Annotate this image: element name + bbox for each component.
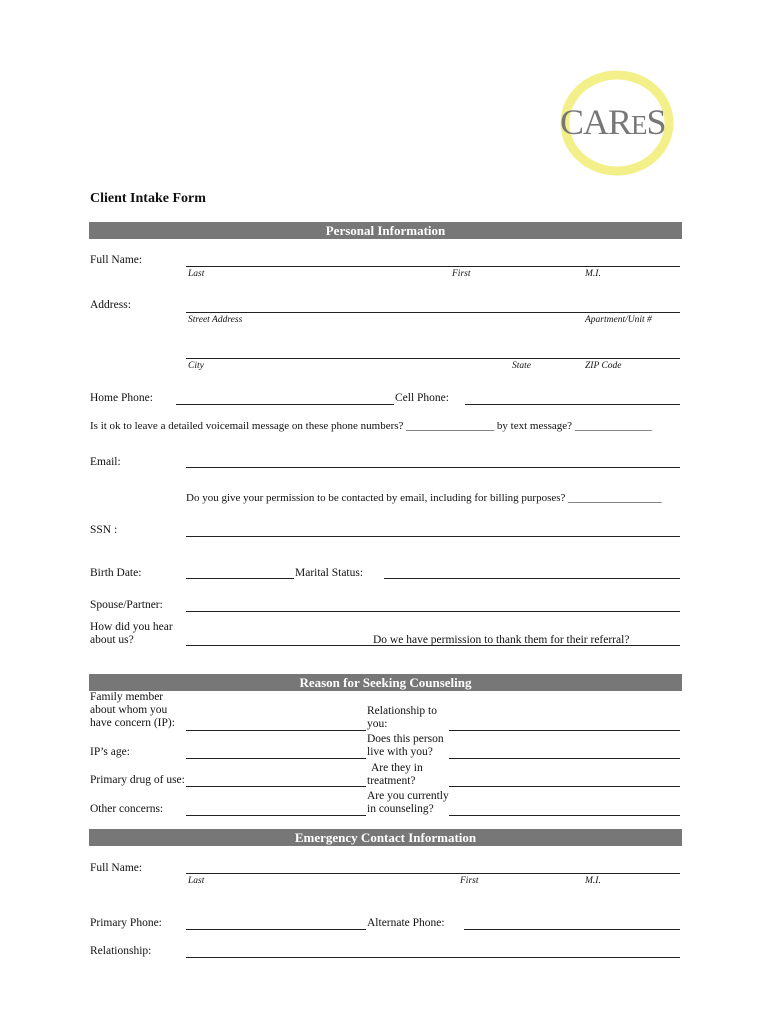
marital-status-label: Marital Status: xyxy=(295,567,364,579)
how-heard-label-2: about us? xyxy=(90,634,134,646)
zip-caption: ZIP Code xyxy=(585,361,622,371)
emergency-mi-caption: M.I. xyxy=(585,876,601,886)
ssn-field[interactable] xyxy=(186,536,680,537)
street-address-field[interactable] xyxy=(186,312,680,313)
marital-status-field[interactable] xyxy=(384,578,680,579)
counseling-field[interactable] xyxy=(449,815,680,816)
city-caption: City xyxy=(188,361,204,371)
thank-referral-question: Do we have permission to thank them for their referral? xyxy=(373,634,630,646)
other-concerns-field[interactable] xyxy=(186,815,366,816)
lives-with-field[interactable] xyxy=(449,758,680,759)
primary-phone-field[interactable] xyxy=(186,929,366,930)
form-title: Client Intake Form xyxy=(90,191,206,206)
email-permission-question: Do you give your permission to be contacted by email, including for billing purposes? _________________ xyxy=(186,492,662,504)
relationship-label-1: Relationship to xyxy=(367,705,437,717)
primary-phone-label: Primary Phone: xyxy=(90,917,162,929)
counseling-label-1: Are you currently xyxy=(367,790,449,802)
ip-age-field[interactable] xyxy=(186,758,366,759)
treatment-field[interactable] xyxy=(449,786,680,787)
cell-phone-field[interactable] xyxy=(465,404,680,405)
state-caption: State xyxy=(512,361,531,371)
apt-caption: Apartment/Unit # xyxy=(585,315,652,325)
birth-date-field[interactable] xyxy=(186,578,294,579)
lives-with-label-2: live with you? xyxy=(367,746,433,758)
lives-with-label-1: Does this person xyxy=(367,733,444,745)
first-caption: First xyxy=(452,269,471,279)
ssn-label: SSN : xyxy=(90,524,118,536)
email-field[interactable] xyxy=(186,467,680,468)
mi-caption: M.I. xyxy=(585,269,601,279)
emergency-full-name-label: Full Name: xyxy=(90,862,143,874)
email-label: Email: xyxy=(90,456,121,468)
cell-phone-label: Cell Phone: xyxy=(395,392,449,404)
voicemail-question: Is it ok to leave a detailed voicemail message on these phone numbers? ________________ by text message? ______________ xyxy=(90,420,652,432)
alternate-phone-label: Alternate Phone: xyxy=(367,917,445,929)
family-member-label-3: have concern (IP): xyxy=(90,717,175,729)
other-concerns-label: Other concerns: xyxy=(90,803,164,815)
how-heard-label-1: How did you hear xyxy=(90,621,173,633)
section-header-emergency: Emergency Contact Information xyxy=(89,829,682,846)
family-member-label-2: about whom you xyxy=(90,704,168,716)
city-state-zip-field[interactable] xyxy=(186,358,680,359)
primary-drug-label: Primary drug of use: xyxy=(90,774,185,786)
section-header-reason: Reason for Seeking Counseling xyxy=(89,674,682,691)
street-caption: Street Address xyxy=(188,315,243,325)
emergency-relationship-label: Relationship: xyxy=(90,945,152,957)
relationship-field[interactable] xyxy=(449,730,680,731)
counseling-label-2: in counseling? xyxy=(367,803,434,815)
emergency-first-caption: First xyxy=(460,876,479,886)
last-caption: Last xyxy=(188,269,205,279)
home-phone-label: Home Phone: xyxy=(90,392,153,404)
treatment-label-1: Are they in xyxy=(371,762,423,774)
emergency-full-name-field[interactable] xyxy=(186,873,680,874)
emergency-last-caption: Last xyxy=(188,876,205,886)
full-name-label: Full Name: xyxy=(90,254,143,266)
relationship-label-2: you: xyxy=(367,718,388,730)
family-member-field[interactable] xyxy=(186,730,366,731)
home-phone-field[interactable] xyxy=(176,404,394,405)
spouse-field[interactable] xyxy=(186,611,680,612)
primary-drug-field[interactable] xyxy=(186,786,366,787)
section-header-personal: Personal Information xyxy=(89,222,682,239)
emergency-relationship-field[interactable] xyxy=(186,957,680,958)
alternate-phone-field[interactable] xyxy=(464,929,680,930)
spouse-label: Spouse/Partner: xyxy=(90,599,163,611)
birth-date-label: Birth Date: xyxy=(90,567,142,579)
cares-logo: CARES xyxy=(560,102,666,142)
address-label: Address: xyxy=(90,299,131,311)
treatment-label-2: treatment? xyxy=(367,775,416,787)
full-name-field[interactable] xyxy=(186,266,680,267)
ip-age-label: IP’s age: xyxy=(90,746,130,758)
family-member-label-1: Family member xyxy=(90,691,164,703)
